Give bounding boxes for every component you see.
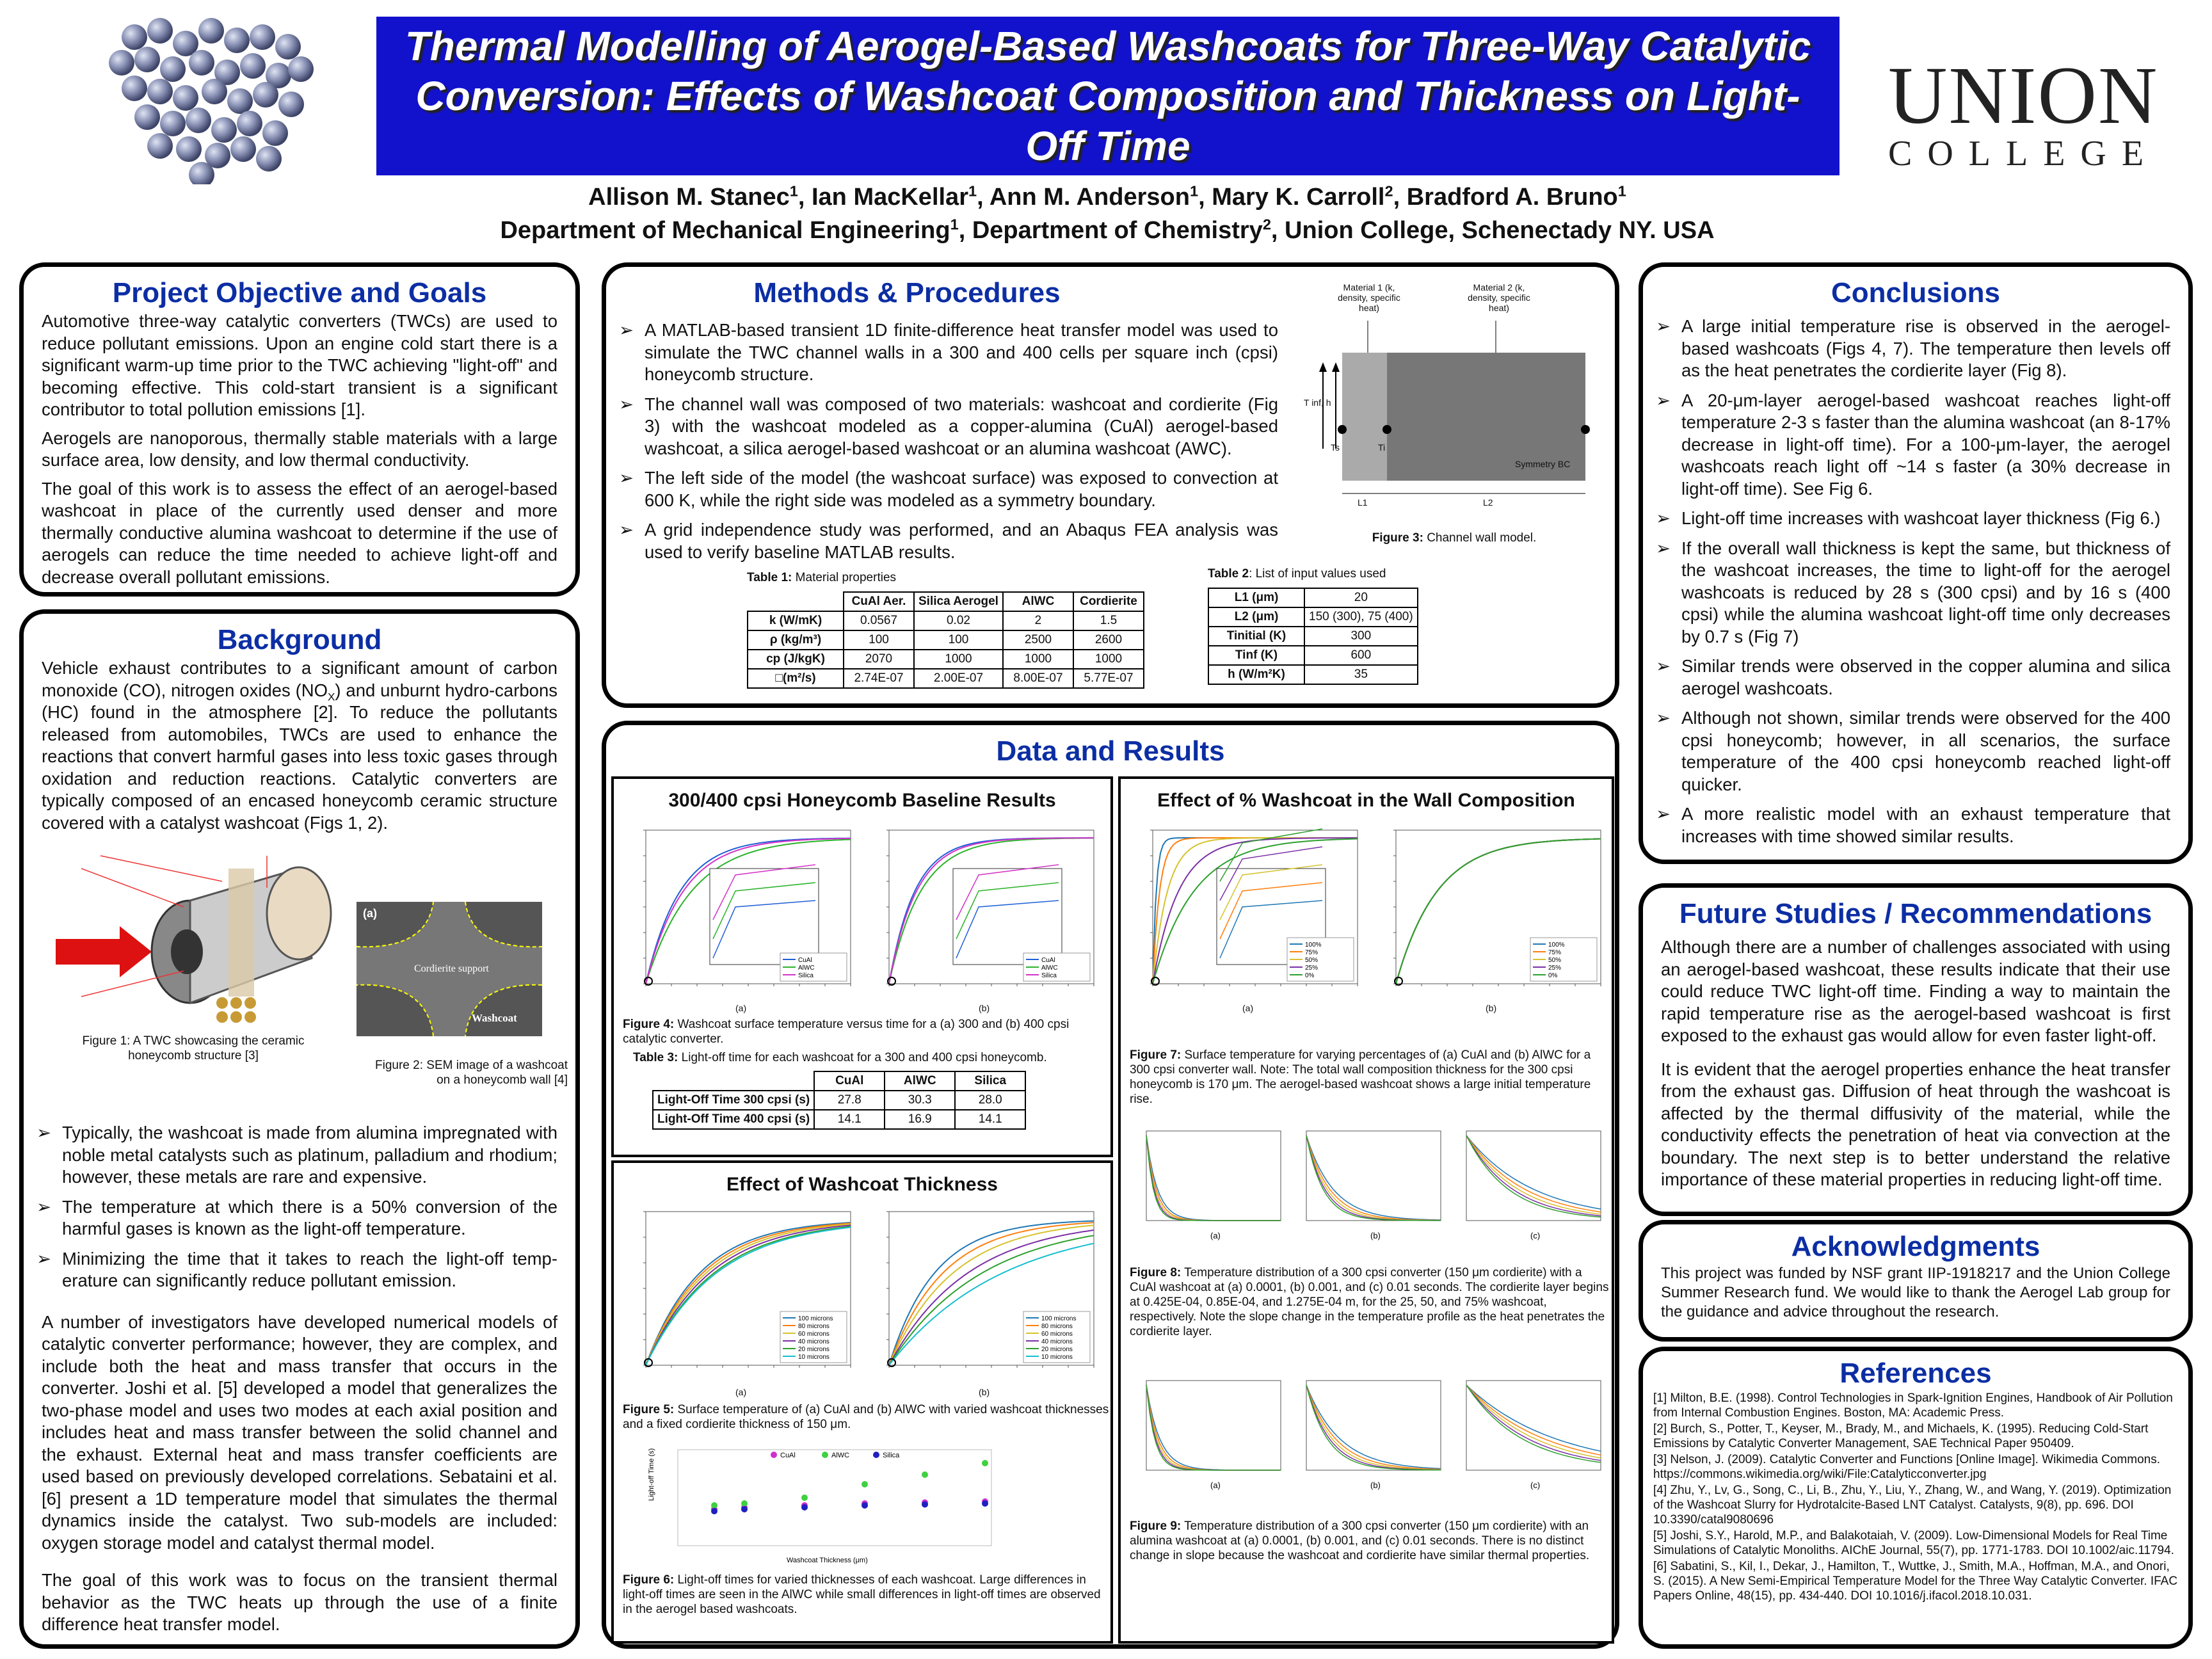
references-heading: References (1839, 1358, 1992, 1389)
table-cell: 16.9 (885, 1110, 955, 1129)
table-cell: 14.1 (955, 1110, 1025, 1129)
scatter-xlabel: Washcoat Thickness (μm) (787, 1557, 868, 1564)
table-header-cell: Cordierite (1073, 592, 1144, 611)
author-3: Ann M. Anderson (989, 184, 1190, 211)
material-properties-table (747, 591, 1144, 689)
table-cell: 1000 (1003, 650, 1073, 669)
legend-label: Silica (1041, 972, 1057, 979)
table-cell: h (W/m²K) (1208, 665, 1304, 684)
inset-frame (953, 869, 1062, 965)
table-cell: 2500 (1003, 630, 1073, 650)
conclusion-4: ➢ If the overall wall thickness is kept the same, but thickness of the washcoat increases, the time to light-off for the aerogel washcoats is reduced by 28 s (300 cpsi) and by 16 s (400 cpsi) while the alumina washcoat light-off time only decreases by 0.7 s (Fig 7) (1681, 538, 2170, 648)
table-cell: 28.0 (955, 1091, 1025, 1110)
table1-caption-label: Table 1: (747, 571, 792, 584)
sem-label-a: (a) (363, 907, 377, 920)
baseline-plot-b (863, 817, 1100, 1003)
conclusions-panel (1639, 262, 2193, 864)
bg-text: Vehicle exhaust contributes to a significant amount of carbon monoxide (CO), nitrogen oxides (NO (42, 658, 557, 700)
author-line: Allison M. Stanec$^1$, Ian MacKellar$^1$, Ann M. Anderson$^1$, Mary K. Carroll$^2$, Bradford A. Bruno$^1$ (588, 182, 1626, 211)
conclusions-heading: Conclusions (1831, 277, 2001, 309)
lightoff-scatter-plot (646, 1437, 1004, 1565)
methods-bullet-3: ➢ The left side of the model (the washcoat surface) was exposed to convection at 600 K, while the right side was modeled as a symmetry boundary. (645, 467, 1278, 511)
future-heading: Future Studies / Recommendations (1679, 898, 2152, 929)
scatter-point (741, 1500, 748, 1507)
conclusion-3: ➢ Light-off time increases with washcoat layer thickness (Fig 6.) (1681, 508, 2170, 530)
table-cell: 8.00E-07 (1003, 669, 1073, 688)
results-heading: Data and Results (996, 735, 1225, 767)
legend-label: 100% (1305, 942, 1322, 949)
sphere (278, 92, 304, 117)
scatter-point (982, 1460, 988, 1466)
scatter-frame (678, 1450, 991, 1546)
sphere (237, 111, 262, 136)
sphere (186, 108, 211, 133)
logo-college: COLLEGE (1888, 134, 2160, 173)
fig7-text: Surface temperature for varying percentages of (a) CuAl and (b) AlWC for a 300 cpsi converter wall. Note: The total wall composition thickness for the 300 cpsi honeycomb is 170 μm. The aerogel-based washcoat shows a large initial temperature rise. (1130, 1048, 1591, 1106)
conclusion-6: ➢ Although not shown, similar trends were observed for the 400 cpsi honeycomb; however, in all scenarios, the surface temperature of the 400 cpsi honeycomb reached light-off quicker. (1681, 707, 2170, 796)
table1-block (747, 570, 1144, 689)
scatter-point (711, 1502, 717, 1509)
author-5: Bradford A. Bruno (1406, 184, 1618, 211)
channel-wall-diagram (1304, 282, 1605, 513)
fig3-caption-label: Figure 3: (1372, 531, 1423, 545)
table-cell: 0.0567 (844, 611, 914, 630)
background-bullet-2: ➢ The temperature at which there is a 50% conversion of the harmful gases is known as the light-off temperature. (62, 1196, 557, 1240)
plot-label-b: (b) (979, 1003, 990, 1013)
scatter-point (801, 1495, 808, 1501)
scatter-ylabel: Light-off Time (s) (648, 1448, 655, 1501)
sphere (211, 117, 237, 143)
table-cell: 0.02 (914, 611, 1003, 630)
sphere (256, 146, 282, 172)
legend-label: 0% (1548, 972, 1558, 979)
legend-label: 80 microns (1041, 1323, 1073, 1330)
sphere (134, 47, 160, 72)
fig5-label: Figure 5: (623, 1403, 675, 1416)
legend-label: 40 microns (1041, 1338, 1073, 1345)
fig3-l2: L2 (1483, 497, 1493, 508)
sphere (230, 136, 256, 162)
dist-label: (a) (1210, 1231, 1221, 1240)
table2-caption-text: : List of input values used (1249, 567, 1386, 581)
figure2-caption: Figure 2: SEM image of a washcoat on a honeycomb wall [4] (375, 1059, 568, 1087)
aff-sup: 1 (1189, 182, 1199, 200)
legend-label: Silica (798, 972, 813, 979)
scatter-point (922, 1471, 928, 1478)
table-header-cell: CuAl (814, 1071, 885, 1091)
fig6-caption (623, 1573, 1109, 1617)
reference-item: [1] Milton, B.E. (1998). Control Technologies in Spark-Ignition Engines, Handbook of Air Pollution from Internal Combustion Engines. Boston, MA: Academic Press. (1653, 1391, 2173, 1420)
legend-label: 60 microns (798, 1331, 830, 1338)
aff-sup: 1 (1617, 182, 1626, 200)
reference-item: [5] Joshi, S.Y., Harold, M.P., and Balakotaiah, V. (2009). Low-Dimensional Models for Real Time Simulations of Catalytic Monoliths. AIChE Journal, 55(7), pp. 1771-1783. DOI 10.1002/aic.11794. (1653, 1529, 2174, 1557)
plot-label-a: (a) (735, 1003, 747, 1013)
scatter-legend-label: Silica (883, 1452, 900, 1459)
table-cell: ρ (kg/m³) (748, 630, 844, 650)
sphere (227, 88, 253, 114)
fig8-distribution-plots (1127, 1125, 1607, 1246)
channel-wall-figure (1304, 282, 1605, 551)
legend-label: 100% (1548, 942, 1565, 949)
legend-label: 50% (1548, 957, 1562, 964)
sphere (134, 104, 160, 130)
objective-panel (19, 262, 580, 597)
scatter-legend-marker (822, 1452, 828, 1458)
table-cell: Light-Off Time 400 cpsi (s) (653, 1110, 814, 1129)
aff-sup: 1 (968, 182, 977, 200)
future-panel (1639, 883, 2193, 1216)
sem-label-washcoat: Washcoat (472, 1012, 517, 1024)
fig8-label: Figure 8: (1130, 1266, 1182, 1279)
legend-label: 10 microns (1041, 1354, 1073, 1361)
legend-label: AlWC (798, 965, 815, 972)
objective-p1: Automotive three-way catalytic converters (TWCs) are used to reduce pollutant emissions. Upon an engine cold start there is a significant warm-up time prior to the TWC achieving "light-off" and becoming effective. This cold-start transient is a significant contributor to total pollution emissions [1]. (42, 311, 557, 419)
table-cell: 1000 (1073, 650, 1144, 669)
sphere (160, 111, 186, 136)
catalytic-converter-figure (56, 843, 350, 1029)
fig5-text: Surface temperature of (a) CuAl and (b) AlWC with varied washcoat thicknesses and a fixed cordierite thickness of 150 μm. (623, 1403, 1109, 1431)
baseline-plot-a (620, 817, 857, 1003)
aff-sup: 1 (950, 216, 959, 233)
fig4-caption (623, 1017, 1109, 1046)
background-panel (19, 609, 580, 1649)
scatter-legend-label: AlWC (831, 1452, 850, 1459)
legend-label: 0% (1305, 972, 1315, 979)
reference-item: [4] Zhu, Y., Lv, G., Song, C., Li, B., Zhu, Y., Liu, Y., Zhang, W., and Wang, Y. (2019). Optimization of the Washcoat Slurry for Hydrotalcite-Based LNT Catalyst. Catalysts, 9(8), pp. 696. DOI 10.3390/catal9080696 (1653, 1484, 2172, 1527)
table-cell: 100 (914, 630, 1003, 650)
affiliation-line: Department of Mechanical Engineering$^1$, Department of Chemistry$^2$, Union College, Schenectady NY. USA (500, 216, 1715, 244)
table-row (1208, 646, 1418, 665)
conclusion-5: ➢ Similar trends were observed in the copper alumina and silica aerogel washcoats. (1681, 655, 2170, 700)
methods-bullet-4: ➢ A grid independence study was performed, and an Abaqus FEA analysis was used to verify baseline MATLAB results. (645, 519, 1278, 563)
table-cell: 600 (1304, 646, 1418, 665)
aerogel-molecule-graphic (96, 12, 326, 184)
legend-label: 100 microns (798, 1315, 833, 1322)
table-cell: Tinitial (K) (1208, 627, 1304, 646)
table-cell: 20 (1304, 588, 1418, 607)
table-cell: 1.5 (1073, 611, 1144, 630)
table-cell: L1 (μm) (1208, 588, 1304, 607)
scatter-legend-marker (873, 1452, 879, 1458)
legend-label: 25% (1305, 965, 1318, 972)
background-p3: The goal of this work was to focus on the transient thermal behavior as the TWC heats up through the use of a finite difference heat transfer model. (42, 1570, 557, 1634)
table-cell: 2600 (1073, 630, 1144, 650)
dept-2: Department of Chemistry (972, 217, 1263, 244)
legend-label: AlWC (1041, 965, 1058, 972)
plot-label-a: (a) (1242, 1003, 1254, 1013)
future-p2: It is evident that the aerogel properties enhance the heat transfer from the exhaust gas. Diffusion of heat through the washcoat is affected by the thermal diffusivity of the material, while the conductivity effects the penetration of heat via convection at the boundary. The next step is to better understand the relative importance of these material properties in reducing light-off time. (1661, 1059, 2170, 1189)
table-header-row (748, 592, 1144, 611)
table-header-cell: AlWC (885, 1071, 955, 1091)
fig6-label: Figure 6: (623, 1573, 675, 1587)
dist-frame (1146, 1381, 1281, 1470)
table-cell: 27.8 (814, 1091, 885, 1110)
ack-text: This project was funded by NSF grant IIP-1918217 and the Union College Summer Research fund. We would like to thank the Aerogel Lab group for the guidance and advice throughout the research. (1661, 1265, 2170, 1320)
table-cell: 30.3 (885, 1091, 955, 1110)
table1-caption-text: Material properties (792, 571, 897, 584)
sphere (122, 76, 147, 101)
scatter-point (741, 1506, 748, 1512)
legend-label: 80 microns (798, 1323, 830, 1330)
aff-sup: 2 (1262, 216, 1271, 233)
fig8-text: Temperature distribution of a 300 cpsi converter (150 μm cordierite) with a CuAl washcoat at (a) 0.0001, (b) 0.001, and (c) 0.01 seconds. The cordierite layer begins at 0.425E-04, 0.85E-04, and 1.275E-04 m, for the 25, 50, and 75% washcoat, respectively. Note the slope change in the temperature profile as the heat penetrates the cordierite layer. (1130, 1266, 1609, 1338)
ack-panel (1639, 1220, 2193, 1342)
dist-frame (1306, 1381, 1441, 1470)
table-cell: 2.00E-07 (914, 669, 1003, 688)
sphere (160, 56, 186, 82)
input-values-table (1208, 588, 1418, 685)
background-p1 (42, 657, 557, 834)
legend-label: 20 microns (798, 1346, 830, 1353)
ack-heading: Acknowledgments (1791, 1231, 2040, 1262)
fig3-ts: Ts (1331, 442, 1340, 453)
table-row (1208, 588, 1418, 607)
table2-caption-label: Table 2 (1208, 567, 1249, 581)
union-college-logo (1888, 50, 2160, 174)
sphere (189, 50, 214, 76)
table-cell: 300 (1304, 627, 1418, 646)
poster-title-banner (376, 17, 1839, 175)
fig3-tinf: T inf, h (1304, 397, 1331, 408)
legend-label: 100 microns (1041, 1315, 1077, 1322)
objective-heading: Project Objective and Goals (112, 277, 487, 309)
fig8-caption (1130, 1265, 1610, 1339)
figure1-caption: Figure 1: A TWC showcasing the ceramic honeycomb structure [3] (82, 1034, 305, 1062)
fig9-label: Figure 9: (1130, 1519, 1182, 1533)
fig3-material1: Material 1 (k, density, specific heat) (1338, 282, 1400, 313)
legend-label: 75% (1548, 949, 1562, 956)
fig3-ti: Ti (1378, 442, 1386, 453)
author-2: Ian MacKellar (811, 184, 968, 211)
plot-label-b: (b) (979, 1387, 990, 1397)
table-row (653, 1110, 1025, 1129)
sphere (288, 56, 314, 82)
background-heading: Background (217, 624, 382, 655)
scatter-point (862, 1481, 868, 1487)
sphere (202, 79, 227, 104)
author-1: Allison M. Stanec (588, 184, 790, 211)
author-4: Mary K. Carroll (1212, 184, 1385, 211)
legend-label: CuAl (1041, 957, 1055, 964)
sphere (147, 133, 173, 159)
table-cell: Light-Off Time 300 cpsi (s) (653, 1091, 814, 1110)
background-bullet-3: ➢ Minimizing the time that it takes to reach the light-off temp-erature can significantly reduce pollutant emission. (62, 1248, 557, 1292)
methods-heading: Methods & Procedures (753, 277, 1061, 309)
legend-label: 40 microns (798, 1338, 830, 1345)
background-p2: A number of investigators have developed numerical models of catalytic converter performance; however, they are complex, and include both the heat and mass transfer that occurs in the converter. Joshi et al. [5] developed a model that generalizes the two-phase model and uses two modes at each axial position and includes heat and mass transfer between the solid channel and the exhaust. External heat and mass transfer coefficients are used based on previously developed correlations. Sebataini et al. [6] present a 1D temperature model that simulates the thermal dynamics inside the catalyst. Two sub-models are included: oxygen storage model and catalyst thermal model. (42, 1311, 557, 1553)
table-row (653, 1091, 1025, 1110)
dist-label: (c) (1530, 1480, 1541, 1490)
table-row (748, 669, 1144, 688)
methods-panel (602, 262, 1619, 708)
baseline-title: 300/400 cpsi Honeycomb Baseline Results (668, 790, 1056, 811)
table-cell: 100 (844, 630, 914, 650)
thickness-plot-b (863, 1199, 1100, 1384)
table-row (748, 611, 1144, 630)
legend-label: 25% (1548, 965, 1562, 972)
fig3-material2: Material 2 (k, density, specific heat) (1468, 282, 1530, 313)
pct-plot-b (1370, 817, 1607, 1003)
scatter-point (801, 1504, 808, 1511)
table-header-cell: CuAl Aer. (844, 592, 914, 611)
results-panel (602, 721, 1619, 1649)
institution: Union College, Schenectady NY. USA (1285, 217, 1715, 244)
fig9-text: Temperature distribution of a 300 cpsi converter (150 μm cordierite) with an alumina washcoat at (a) 0.0001, (b) 0.001, and (c) 0.01 seconds. There is no distinct change in slope because the washcoat and cordierite have similar thermal properties. (1130, 1519, 1590, 1562)
scatter-legend-marker (771, 1452, 777, 1458)
plot-label-b: (b) (1486, 1003, 1497, 1013)
sphere (198, 18, 224, 44)
table3-label: Table 3: (633, 1051, 678, 1064)
legend-label: 10 microns (798, 1354, 830, 1361)
sphere (275, 34, 301, 60)
conclusion-2: ➢ A 20-μm-layer aerogel-based washcoat reaches light-off temperature 2-3 s faster than the alumina washcoat (an 8-17% decrease in light-off time). For a 100-μm-layer, the aerogel washcoats reach light off ~14 s faster (a 30% decrease in light-off time). See Fig 6. (1681, 390, 2170, 501)
sem-label-cordierite: Cordierite support (414, 963, 489, 974)
table-header-cell: Silica Aerogel (914, 592, 1003, 611)
sphere (147, 79, 173, 104)
thickness-title: Effect of Washcoat Thickness (726, 1174, 998, 1195)
table-row (1208, 665, 1418, 684)
scatter-legend-label: CuAl (780, 1452, 796, 1459)
inset-frame (710, 869, 819, 965)
fig4-label: Figure 4: (623, 1018, 675, 1031)
bg-sub: X (328, 691, 335, 703)
objective-p3: The goal of this work is to assess the effect of an aerogel-based washcoat in place of the currently used denser and more thermally conductive alumina washcoat to determine if the use of aerogels can reduce the time needed to achieve light-off and decrease overall pollutant emissions. (42, 478, 557, 587)
table-cell: k (W/mK) (748, 611, 844, 630)
fig3-caption (1304, 531, 1605, 545)
table-row (748, 650, 1144, 669)
table-header-row (653, 1071, 1025, 1091)
plot-label-a: (a) (735, 1387, 747, 1397)
table-cell: cp (J/kgK) (748, 650, 844, 669)
dist-label: (b) (1370, 1480, 1381, 1490)
table-cell: 2 (1003, 611, 1073, 630)
sphere (147, 18, 173, 44)
fig5-caption (623, 1402, 1109, 1432)
table-cell: Tinf (K) (1208, 646, 1304, 665)
dist-frame (1466, 1131, 1601, 1221)
table-cell: 35 (1304, 665, 1418, 684)
sphere (173, 85, 198, 111)
table-cell: 14.1 (814, 1110, 885, 1129)
fig7-label: Figure 7: (1130, 1048, 1182, 1062)
methods-bullet-1: ➢ A MATLAB-based transient 1D finite-difference heat transfer model was used to simulate the TWC channel walls in a 300 and 400 cells per square inch (cpsi) honeycomb structure. (645, 319, 1278, 386)
bg-text: ) and unburnt hydro-carbons (HC) found in the atmosphere [2]. To reduce the pollutants released from automobiles, TWCs are used to enhance the reactions that convert harmful gases into less toxic gases through oxidation and reduction reactions. Catalytic converters are typically composed of an encased honeycomb ceramic structure covered with a catalyst washcoat (Figs 1, 2). (42, 680, 557, 833)
legend-label: 50% (1305, 957, 1318, 964)
poster-title: Thermal Modelling of Aerogel-Based Washcoats for Three-Way Catalytic Conversion: Effects of Washcoat Composition and Thickness on Light-Off Time (405, 23, 1811, 169)
fig3-l1: L1 (1358, 497, 1368, 508)
pct-plot-a (1127, 817, 1364, 1003)
authors-block (320, 180, 1895, 247)
background-bullet-1: ➢ Typically, the washcoat is made from alumina impregnated with noble metal catalysts such as platinum, palladium and rhodium; however, these metals are rare and expensive. (62, 1122, 557, 1189)
sphere (240, 53, 266, 79)
table3-caption (633, 1050, 1107, 1065)
table1-caption (747, 570, 1144, 585)
table-row (1208, 627, 1418, 646)
table-cell: 2070 (844, 650, 914, 669)
pct-title: Effect of % Washcoat in the Wall Composition (1157, 790, 1575, 811)
legend-label: 20 microns (1041, 1346, 1073, 1353)
sphere (176, 136, 202, 162)
fig4-text: Washcoat surface temperature versus time for a (a) 300 and (b) 400 cpsi catalytic converter. (623, 1018, 1070, 1046)
table-header-cell (748, 592, 844, 611)
aff-sup: 1 (789, 182, 798, 200)
table2-caption (1208, 566, 1418, 581)
scatter-point (922, 1502, 928, 1508)
table-header-cell: AlWC (1003, 592, 1073, 611)
background-figures (24, 840, 575, 1122)
reference-item: [6] Sabatini, S., Kil, I., Dekar, J., Hamilton, T., Wuttke, J., Smith, M.A., Hoffman, M.A., and Onori, S. (2015). A New Semi-Empirical Temperature Model for the Three Way Catalytic Converter. IFAC Papers Online, 48(15), pp. 434-440. DOI 10.1016/j.ifacol.2018.10.031. (1653, 1560, 2178, 1603)
sphere (109, 50, 134, 76)
reference-item: [3] Nelson, J. (2009). Catalytic Converter and Functions [Online Image]. Wikimedia Commons. https://commons.wikimedia.org/wiki/File:Catalyticconverter.jpg (1653, 1453, 2160, 1481)
methods-bullet-2: ➢ The channel wall was composed of two materials: washcoat and cordierite (Fig 3) with the washcoat modeled as a copper-alumina (CuAl) aerogel-based washcoat, a silica aerogel-based washcoat or an alumina washcoat (AWC). (645, 394, 1278, 460)
table-cell: 1000 (914, 650, 1003, 669)
future-p1: Although there are a number of challenges associated with using an aerogel-based washcoat, these results indicate that their use could reduce TWC light-off time. Finding a way to maintain the rapid temperature rise as the aerogel-based washcoat is first exposed to the exhaust gas would allow for even faster light-off. (1661, 937, 2170, 1045)
table-row (1208, 607, 1418, 627)
sphere (224, 28, 250, 53)
dist-frame (1306, 1131, 1441, 1221)
sphere (250, 24, 275, 50)
thickness-plot-a (620, 1199, 857, 1384)
legend-label: 75% (1305, 949, 1318, 956)
legend-label: CuAl (798, 957, 812, 964)
pct-washcoat-subpanel (1118, 776, 1614, 1644)
table-cell: 2.74E-07 (844, 669, 914, 688)
legend-label: 60 microns (1041, 1331, 1073, 1338)
fig3-symmetry: Symmetry BC (1515, 459, 1571, 469)
scatter-point (862, 1502, 868, 1509)
table3-text: Light-off time for each washcoat for a 300 and 400 cpsi honeycomb. (678, 1051, 1047, 1064)
fig6-text: Light-off times for varied thicknesses of each washcoat. Large differences in light-off times are seen in the AlWC while small differences in light-off times are observed in the aerogel based washcoats. (623, 1573, 1101, 1616)
sphere (262, 120, 288, 146)
conclusion-1: ➢ A large initial temperature rise is observed in the aerogel-based washcoats (Figs 4, 7). The temperature then levels off as the heat penetrates the cordierite layer (Fig 8). (1681, 316, 2170, 382)
baseline-subpanel (611, 776, 1113, 1157)
logo-union: UNION (1888, 50, 2159, 141)
dept-1: Department of Mechanical Engineering (500, 217, 950, 244)
table-header-cell: Silica (955, 1071, 1025, 1091)
fig9-distribution-plots (1127, 1374, 1607, 1502)
lightoff-table (652, 1071, 1026, 1130)
sphere (122, 24, 147, 50)
fig3-caption-text: Channel wall model. (1423, 531, 1537, 545)
conclusion-7: ➢ A more realistic model with an exhaust temperature that increases with time showed similar results. (1681, 803, 2170, 847)
table-cell: □(m²/s) (748, 669, 844, 688)
references-list (1643, 1391, 2188, 1603)
table-row (748, 630, 1144, 650)
dist-label: (a) (1210, 1480, 1221, 1490)
references-panel (1639, 1347, 2193, 1649)
table-cell: 150 (300), 75 (400) (1304, 607, 1418, 627)
sem-image (357, 902, 542, 1036)
aff-sup: 2 (1384, 182, 1393, 200)
thickness-subpanel (611, 1160, 1113, 1644)
fig7-caption (1130, 1048, 1610, 1107)
fig9-caption (1130, 1519, 1610, 1563)
scatter-point (711, 1508, 717, 1514)
scatter-point (982, 1500, 988, 1507)
table-cell: 5.77E-07 (1073, 669, 1144, 688)
dist-label: (c) (1530, 1231, 1541, 1240)
reference-item: [2] Burch, S., Potter, T., Keyser, M., Brady, M., and Michaels, K. (1995). Reducing Cold-Start Emissions by Catalytic Converter Management, SAE Technical Paper 950409. (1653, 1422, 2149, 1450)
table-header-cell (653, 1071, 814, 1091)
objective-p2: Aerogels are nanoporous, thermally stable materials with a large surface area, low density, and low thermal conductivity. (42, 428, 557, 470)
table2-block (1208, 566, 1418, 685)
sphere (253, 82, 278, 108)
table-cell: L2 (μm) (1208, 607, 1304, 627)
dist-label: (b) (1370, 1231, 1381, 1240)
